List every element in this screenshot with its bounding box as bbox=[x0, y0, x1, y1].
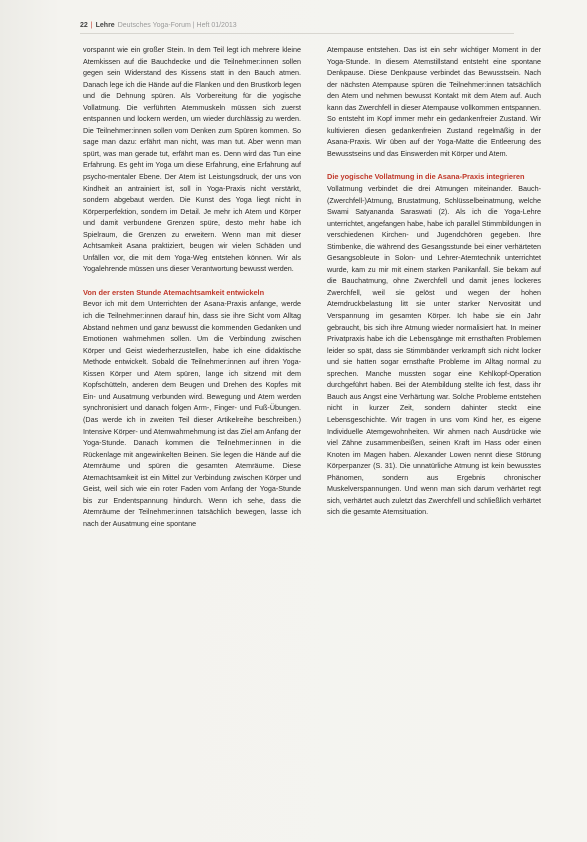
body-paragraph: Vollatmung verbindet die drei Atmungen miteinander. Bauch-(Zwerchfell-)Atmung, Brustatmung, Schlüsselbeinatmung, welche Swami Satyananda Saraswati (2). Als ich die Yoga-Lehre unterrichtet, angefangen habe, habe ich parallel Stimmbildungen in verschiedenen Kirchen- und Jugendchören gegeben. Ihre Stimbenke, die während des Gesangsstunde bei einer verhärteten Gesangsobleute in Solon- und Lehrer-Atemtechnik unterrichtet wurde, kam zu mir mit einem starken Panikanfall. Sie bekam auf die Bauchatmung, ohne Zwerchfell und damit jenes lockeres Zwerchfell, weil sie gelöst und wegen der hohen Atemdruckbelastung litt sie unter starker Nervosität und Verspannung im gesamten Körper. Ich habe sie ein Jahr gebraucht, bis sich ihre Atmung wieder normalisiert hat. In meiner Privatpraxis habe ich die Lebensgänge mit ernsthaften Problemen leider so spät, dass sie Stimmbänder verkrampft sich nicht locker und sie hatten sogar ernsthafte Probleme im Alltag normal zu sprechen. Manche mussten sogar eine Kehlkopf-Operation durchgeführt haben. Bei der Atembildung stellte ich fest, dass ihr Bauch aus Angst eine Verhärtung war. Solche Probleme entstehen nicht in kurzer Zeit, sondern dahinter steckt eine Lebensgeschichte. Wir tragen in uns vom Kind her, es eigene Individuelle Atemgewohnheiten. Wir ahmen nach Ausdrücke wie viel Zähne zusammenbeißen, seinen Kraft im Hass oder einen Knoten im Magen haben. Alexander Lowen nennt diese Störung Körperpanzer (S. 31). Die unnatürliche Atmung ist kein bewusstes Phänomen, sondern aus Ergebnis chronischer Muskelverspannungen. Und wenn man sich darum verhärtet regt sich, verhärtet auch zuletzt das Zwerchfell und schließlich verhärtet sich die gesamte Atemsituation. bbox=[327, 184, 541, 517]
running-header bbox=[80, 22, 237, 29]
right-column bbox=[327, 44, 541, 518]
body-paragraph: Atempause entstehen. Das ist ein sehr wichtiger Moment in der Yoga-Stunde. In diesem Atemstillstand entsteht eine spontane Denkpause. Diese Denkpause verbindet das Bewusstsein. Nach der nächsten Atempause spüren die Teilnehmer:innen tatsächlich den Atem und nehmen bewusst Kontakt mit dem Atem auf. Auch kann das Zwerchfell in dieser Atempause vollkommen entspannen. So entsteht im Kopf immer mehr ein gedankenfreier Zustand. Wir kultivieren diesen gedankenfreien Zustand regelmäßig in der Asana-Praxis. Wir üben auf der Yoga-Matte die Entleerung des Bewusstseins und das Einswerden mit Körper und Atem. bbox=[327, 45, 541, 158]
header-separator: | bbox=[90, 22, 93, 29]
section-heading: Von der ersten Stunde Atemachtsamkeit entwickeln bbox=[83, 287, 265, 297]
body-paragraph: Bevor ich mit dem Unterrichten der Asana-Praxis anfange, werde ich die Teilnehmer:innen darauf hin, dass sie ihre Sicht vom Alltag Abstand nehmen und ganz bewusst die kommenden Gedanken und Emotionen wahrnehmen sollen. Um die Verbindung zwischen Körper und Geist wiederherzustellen, habe ich eine didaktische Methode entwickelt. Sobald die Teilnehmer:innen auf ihren Yoga-Kissen Körper und Atem spüren, lange ich sitzend mit dem Kopfschütteln, anderen dem Beugen und Drehen des Kopfes mit Ein- und Ausatmung verbunden wird. Bewegung und Atem werden synchronisiert und danach folgen Arm-, Finger- und Fuß-Übungen. (Das werde ich in zweiten Teil dieser Artikelreihe beschreiben.) Intensive Körper- und Atemwahrnehmung ist das Ziel am Anfang der Yoga-Stunde. Danach kommen die Teilnehmer:innen in die Rückenlage mit angewinkelten Beinen. Sie legen die Hände auf die Atemräume und spüren die gesamten Atemräume. Diese Atemachtsamkeit ist ein Mittel zur Verbindung zwischen Körper und Geist, weil sich wie ein roter Faden vom Anfang der Yoga-Stunde bis zur Endentspannung hindurch. Wenn ich sehe, dass die Atemräume der Teilnehmer:innen tatsächlich bewegen, lasse ich nach der Ausatmung eine spontane bbox=[83, 299, 301, 528]
page-number: 22 bbox=[80, 22, 88, 29]
header-rule bbox=[80, 33, 514, 34]
body-paragraph: vorspannt wie ein großer Stein. In dem Teil legt ich mehrere kleine Atemkissen auf die Bauchdecke und die Teilnehmer:innen sollen gegen sein Widerstand des Kissens statt in den Bauch atmen. Danach lege ich die Hände auf die Flanken und den Brustkorb legen und die Dehnung spüren. Als Vorbereitung für die yogische Vollatmung. Die verführten Atemmuskeln müssen sich zuerst entspannen und lockern werden, um wieder durchlässig zu werden. Die Teilnehmer:innen sollen vom Denken zum Spüren kommen. So sage man dazu: erfährt man nicht, was man tut. Aber wenn man spürt, was man gerade tut, erfährt man es. Denn wird das Tun eine Erfahrung. Es geht im Yoga um diese Erfahrung, eine Erfahrung auf psycho-mentaler Ebene. Der Atem ist Leistungsdruck, der uns von Kindheit an antrainiert ist, soll in Yoga-Praxis nicht verstärkt, sondern abgebaut werden. Die Kunst des Yoga liegt nicht in Körperperfektion, sondern im Detail. Je mehr ich Atem und Körper und damit verbundene Grenzen spüre, desto mehr habe ich Spielraum, die Grenzen zu erweitern. Wenn man mit dieser Achtsamkeit Asana praktiziert, beugen wir vielen Schäden und Unfällen vor, die mit dem Yoga-Weg entstehen können. Wir als Yogalehrende müssen uns dieser Verantwortung bewusst werden. bbox=[83, 45, 301, 274]
section-name: Lehre bbox=[95, 22, 115, 29]
left-column bbox=[83, 44, 301, 529]
section-heading: Die yogische Vollatmung in die Asana-Praxis integrieren bbox=[327, 172, 525, 182]
publication-meta: Deutsches Yoga-Forum | Heft 01/2013 bbox=[117, 22, 237, 29]
